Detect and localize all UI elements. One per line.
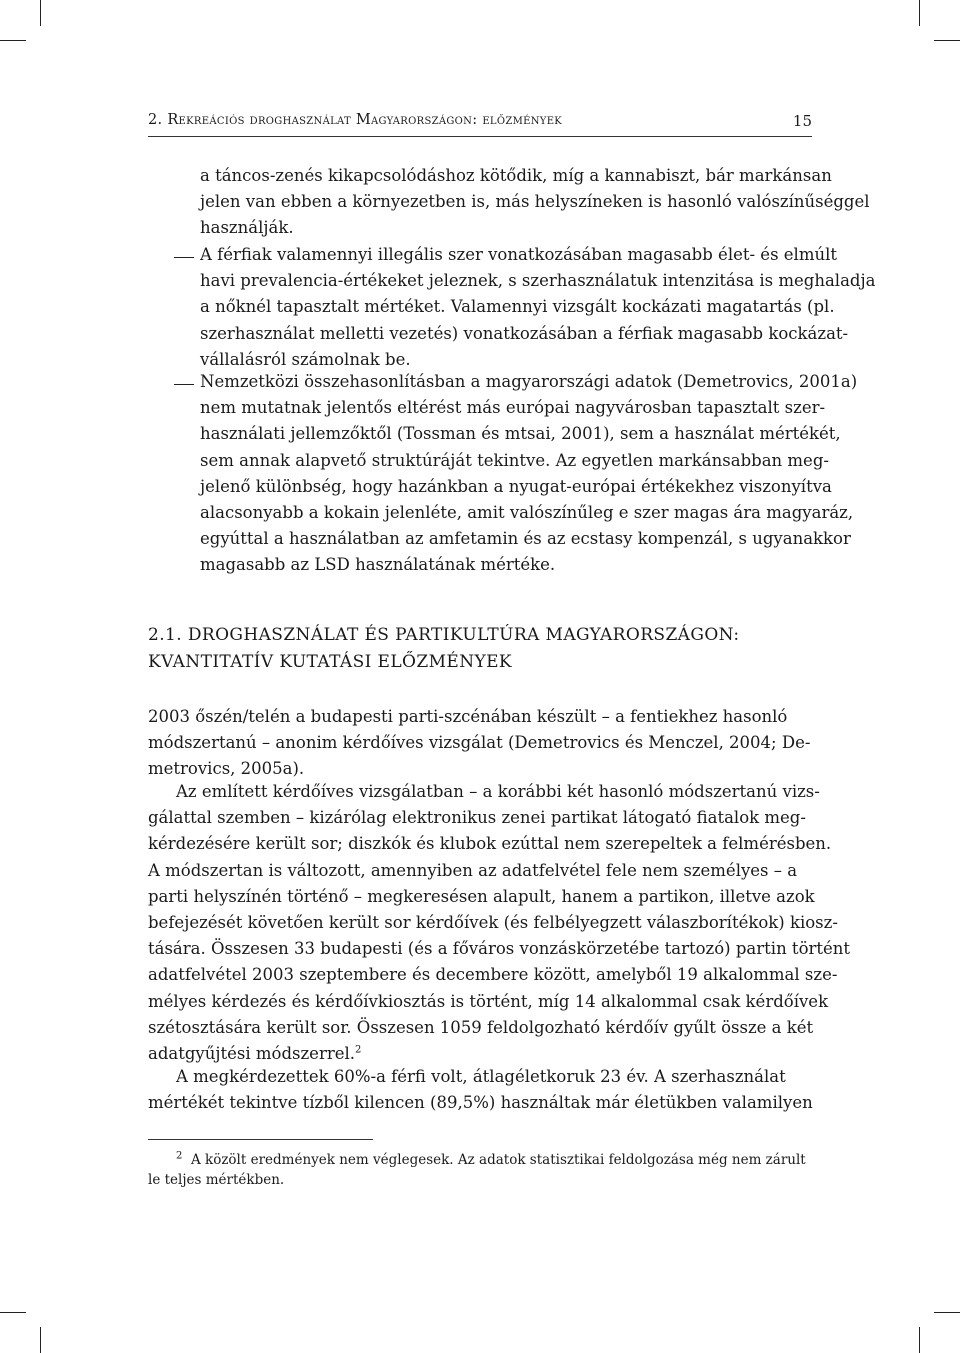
text-line: A módszertan is változott, amennyiben az adatfelvétel fele nem személyes – a [148, 860, 798, 880]
text-line: jelenő különbség, hogy hazánkban a nyugat-európai értékekhez viszonyítva [200, 476, 832, 496]
text-line: Az említett kérdőíves vizsgálatban – a korábbi két hasonló módszertanú vizs- [176, 782, 820, 801]
text-line: nem mutatnak jelentős eltérést más európai nagyvárosban tapasztalt szer- [200, 398, 826, 418]
running-header [148, 112, 812, 134]
text-line: szerhasználat melletti vezetés) vonatkozásában a férfiak magasabb kockázat- [200, 323, 849, 343]
footnote-line-2: le teljes mértékben. [148, 1172, 285, 1188]
text-line: magasabb az LSD használatának mértéke. [200, 555, 556, 575]
bullet-dash [174, 384, 194, 385]
text-line: a nőknél tapasztalt mértéket. Valamennyi vizsgált kockázati magatartás (pl. [200, 297, 835, 317]
crop-mark-top-left-v [40, 0, 41, 26]
bullet-item-1 [200, 242, 876, 373]
text-line: egyúttal a használatban az amfetamin és az ecstasy kompenzál, s ugyanakkor [200, 529, 851, 549]
crop-mark-top-right-h [934, 40, 960, 41]
bullet-item-2 [200, 369, 858, 579]
section-heading-line-1: 2.1. DROGHASZNÁLAT ÉS PARTIKULTÚRA MAGYARORSZÁGON: [148, 625, 740, 645]
bullet-dash [174, 257, 194, 258]
text-line: vállalásról számolnak be. [200, 349, 411, 369]
text-line: módszertanú – anonim kérdőíves vizsgálat (Demetrovics és Menczel, 2004; De- [148, 733, 811, 753]
crop-mark-top-right-v [919, 0, 920, 26]
text-line: alacsonyabb a kokain jelenléte, amit valószínűleg e szer magas ára magyaráz, [200, 502, 854, 522]
text-line: tására. Összesen 33 budapesti (és a főváros vonzáskörzetébe tartozó) partin történt [148, 939, 851, 959]
crop-mark-bottom-left-v [40, 1327, 41, 1353]
text-line: kérdezésére került sor; diszkók és klubok ezúttal nem szerepeltek a felmérésben. [148, 834, 832, 854]
text-line: havi prevalencia-értékeket jeleznek, s szerhasználatuk intenzitása is meghaladja [200, 271, 876, 291]
text-line: Nemzetközi összehasonlításban a magyarországi adatok (Demetrovics, 2001a) [200, 372, 858, 391]
text-line: 2003 őszén/telén a budapesti parti-szcénában készült – a fentiekhez hasonló [148, 707, 788, 726]
text-line: gálattal szemben – kizárólag elektronikus zenei partikat látogató fiatalok meg- [148, 808, 806, 828]
footnote-mark: 2 [176, 1150, 183, 1162]
crop-mark-top-left-h [0, 40, 26, 41]
text-line: jelen van ebben a környezetben is, más helyszíneken is hasonló valószínűséggel [200, 192, 870, 212]
text-line: használati jellemzőktől (Tossman és mtsai, 2001), sem a használat mértékét, [200, 424, 841, 444]
page-number: 15 [792, 112, 812, 130]
footnote-reference[interactable]: 2 [355, 1044, 362, 1056]
section-heading-line-2: KVANTITATÍV KUTATÁSI ELŐZMÉNYEK [148, 652, 513, 672]
paragraph-3 [148, 1064, 812, 1116]
header-rule [148, 136, 812, 137]
intro-paragraph [200, 163, 870, 242]
text-line: parti helyszínén történő – megkeresésen alapult, hanem a partikon, illetve azok [148, 886, 815, 906]
crop-mark-bottom-right-v [919, 1327, 920, 1353]
footnote-text: A közölt eredmények nem véglegesek. Az adatok statisztikai feldolgozása még nem zárult [190, 1152, 806, 1168]
crop-mark-bottom-right-h [934, 1312, 960, 1313]
paragraph-2 [148, 779, 851, 1067]
paragraph-1 [148, 704, 812, 783]
text-line: a táncos-zenés kikapcsolódáshoz kötődik, míg a kannabiszt, bár markánsan [200, 166, 832, 185]
text-line: mélyes kérdezés és kérdőívkiosztás is történt, míg 14 alkalommal csak kérdőívek [148, 991, 829, 1011]
footnote-line-1 [148, 1150, 812, 1170]
text-line: mértékét tekintve tízből kilencen (89,5%) használtak már életükben valamilyen [148, 1093, 813, 1113]
text-line: befejezését követően került sor kérdőívek (és felbélyegzett válaszborítékok) kiosz- [148, 912, 838, 932]
footnote [148, 1150, 812, 1190]
text-line: használják. [200, 218, 294, 238]
text-line: adatgyűjtési módszerrel. [148, 1043, 356, 1063]
text-line: adatfelvétel 2003 szeptembere és decembere között, amelyből 19 alkalommal sze- [148, 965, 838, 985]
footnote-rule [148, 1139, 373, 1140]
text-line: metrovics, 2005a). [148, 759, 305, 779]
text-line: sem annak alapvető struktúráját tekintve. Az egyetlen markánsabban meg- [200, 450, 829, 470]
text-line: A férfiak valamennyi illegális szer vonatkozásában magasabb élet- és elmúlt [200, 245, 838, 264]
running-header-title: 2. Rekreációs droghasználat Magyarországon: előzmények [148, 112, 563, 128]
text-line: A megkérdezettek 60%-a férfi volt, átlagéletkoruk 23 év. A szerhasználat [176, 1067, 786, 1086]
text-line: szétosztására került sor. Összesen 1059 feldolgozható kérdőív gyűlt össze a két [148, 1017, 814, 1037]
crop-mark-bottom-left-h [0, 1312, 26, 1313]
